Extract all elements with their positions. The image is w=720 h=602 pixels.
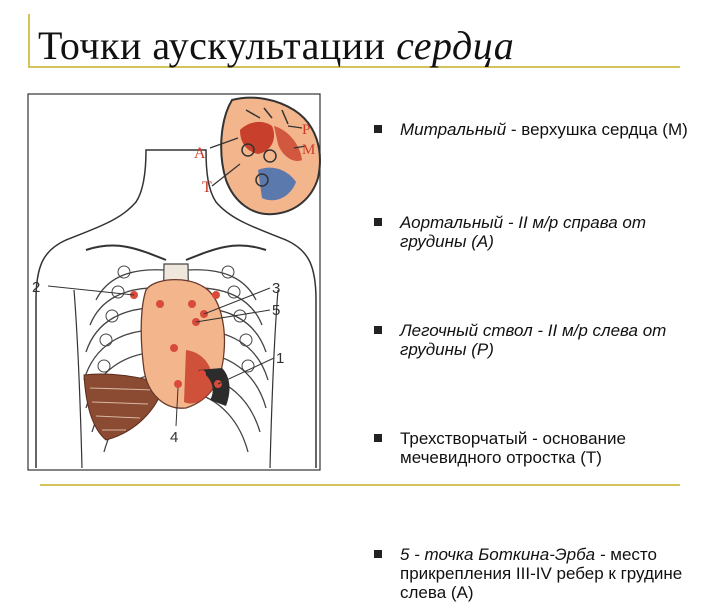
label-point-1: 1 [276,350,285,367]
list-item-pulmonary [368,321,688,359]
bullet-icon [374,218,382,226]
list-item-aortic [368,213,688,251]
bottom-rule [40,484,680,486]
list-item-mitral [368,120,688,139]
label-point-2: 2 [32,279,41,296]
label-aortic: А [194,145,206,162]
item-lead: Митральный [400,120,511,139]
bullet-icon [374,326,382,334]
label-pulmonary: Р [302,122,311,138]
label-point-3: 3 [272,280,281,297]
list-item-botkin-erb [368,545,688,602]
bullet-icon [374,125,382,133]
list-item-tricuspid [368,429,688,467]
auscultation-illustration [26,90,326,480]
item-lead: Легочный ствол - II м/р слева от грудины (Р) [400,321,667,359]
label-point-5: 5 [272,302,281,319]
item-lead: Трехстворчатый - основание мечевидного отростка (Т) [400,429,626,467]
slide-title [38,22,514,69]
label-point-4: 4 [170,429,179,446]
item-lead: 5 - точка Боткина-Эрба - [400,545,606,564]
bullet-icon [374,550,382,558]
label-tricuspid: Т [202,179,212,196]
label-mitral: М [302,142,316,158]
auscultation-points-list [368,120,688,602]
item-rest: - верхушка сердца (М) [510,120,688,139]
title-italic: сердца [396,23,515,68]
title-frame-vertical-rule [28,14,30,68]
title-normal: Точки аускультации [38,23,397,68]
item-rest: место прикрепления III-IV ребер к грудине слева (А) [400,545,683,602]
item-lead: Аортальный - II м/р справа от грудины (А) [400,213,647,251]
bullet-icon [374,434,382,442]
